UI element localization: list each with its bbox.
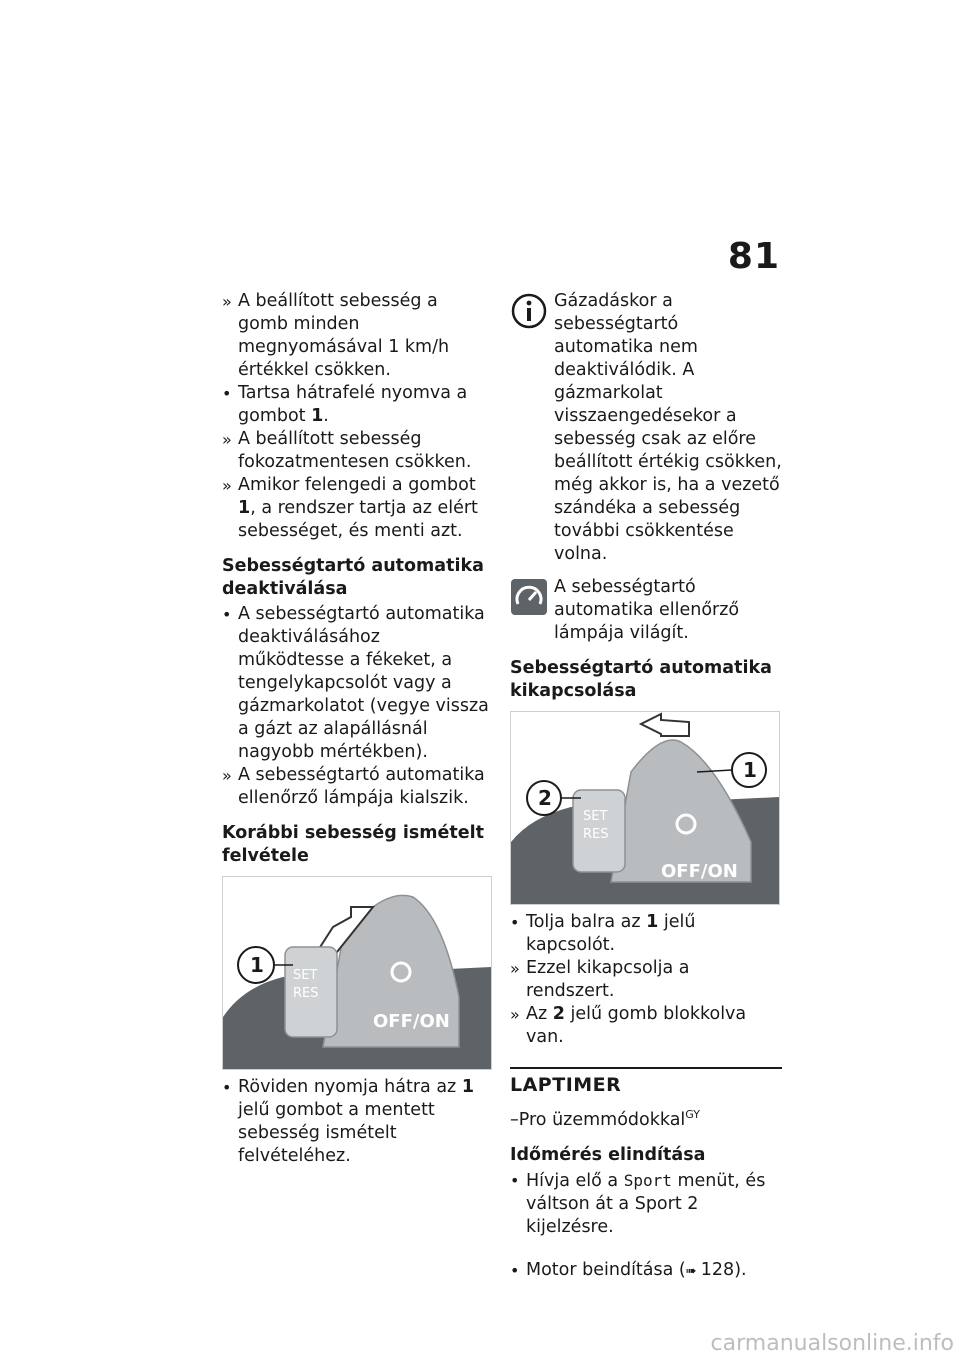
list-marker: • [222,1078,232,1097]
figure-set-res-button [222,876,492,1070]
item-text: A beállított sebesség fokozatmentesen csökken. [238,429,472,472]
item-bold: 1 [461,1077,474,1097]
callout-1: 1 [743,758,757,782]
item-after: jelű gombot a mentett sebesség ismételt felvételéhez. [238,1100,435,1166]
menu-name: Sport [623,1170,672,1190]
item-text: Tolja balra az [526,912,647,932]
item-bold: 2 [552,1004,565,1024]
button-label-res: RES [583,827,609,842]
list-marker: » [222,766,232,785]
item-bold: 1 [311,406,324,426]
list-item [510,911,782,957]
list-marker: • [222,384,232,403]
item-text: A sebességtartó automatika deaktiválásához működtesse a fékeket, a tengelykapcsolót vagy a gázmarkolatot (vegye vissza a gázt az alapállásnál nagyobb mértékben). [238,604,489,762]
item-text: A sebességtartó automatika ellenőrző lámpája kialszik. [238,765,485,808]
list-item [510,1003,782,1049]
list-marker: • [510,913,520,932]
watermark: carmanualsonline.info [710,1331,954,1356]
heading-start: Időmérés elindítása [510,1144,706,1165]
list-marker: • [510,1170,520,1190]
mode-sup: GY [685,1108,700,1121]
switch-label: OFF/ON [661,861,738,882]
list-item [222,1076,490,1168]
button-label-set: SET [293,968,318,983]
heading-deactivate: Sebességtartó automatika deaktiválása [222,556,484,599]
item-bold: 1 [646,912,659,932]
list-item [222,603,490,764]
mode-text: –Pro üzemmódokkal [510,1109,686,1130]
list-item [222,474,490,543]
list-marker: • [510,1260,520,1280]
list-item [222,382,490,428]
arrow-ref-icon: ➠ [685,1263,701,1279]
list-marker: » [222,476,232,495]
section-title-laptimer: LAPTIMER [510,1067,782,1097]
lamp-note-text: A sebességtartó automatika ellenőrző lámpája világít. [554,577,740,643]
item-after: menüt, és váltson át a Sport 2 kijelzésre. [526,1170,766,1237]
page-ref[interactable]: 128 [700,1259,735,1280]
list-marker: • [222,605,232,624]
list-marker: » [510,1005,520,1024]
switch-label: OFF/ON [373,1011,450,1032]
item-after: ). [734,1259,747,1280]
list-marker: » [222,430,232,449]
item-after: . [323,406,329,426]
item-after: , a rendszer tartja az elért sebességet, és menti azt. [238,498,478,541]
item-text: Tartsa hátrafelé nyomva a gombot [238,383,468,426]
figure-off-switch [510,711,780,905]
left-column [222,290,490,1168]
item-text: A beállított sebesség a gomb minden megnyomásával 1 km/h értékkel csökken. [238,291,450,380]
lamp-note [510,576,782,645]
handlebar-switch-off-illustration [511,712,779,904]
list-item [222,764,490,810]
item-text: Röviden nyomja hátra az [238,1077,462,1097]
callout-2: 2 [538,786,552,810]
button-label-res: RES [293,986,319,1001]
list-item [222,290,490,382]
item-text: Hívja elő a [526,1170,624,1191]
list-marker: » [222,292,232,311]
mode-line [510,1103,782,1132]
handlebar-switch-illustration [223,877,491,1069]
list-item [510,957,782,1003]
heading-resume: Korábbi sebesség ismételt felvétele [222,823,484,866]
page-number: 81 [727,236,780,277]
item-text: Ezzel kikapcsolja a rendszert. [526,958,690,1001]
item-text: Amikor felengedi a gombot [238,475,476,495]
right-column [510,290,782,1283]
cruise-control-lamp-icon [510,578,548,616]
list-marker: » [510,959,520,978]
button-label-set: SET [583,809,608,824]
item-text: Az [526,1004,553,1024]
list-item [510,1259,782,1283]
item-text: Motor beindítása ( [526,1259,686,1280]
item-after: jelű gomb blokkolva van. [526,1004,747,1047]
item-after: jelű kapcsolót. [526,912,696,955]
callout-1: 1 [250,953,264,977]
info-icon [510,292,548,330]
list-item [222,428,490,474]
info-note [510,290,782,566]
list-item [510,1169,782,1239]
info-note-text: Gázadáskor a sebességtartó automatika nem deaktiválódik. A gázmarkolat visszaengedésekor a sebesség csak az előre beállított értékig csökken, még akkor is, ha a vezető szándéka a sebesség további csökkentése volna. [554,291,782,564]
heading-off: Sebességtartó automatika kikapcsolása [510,658,772,701]
item-bold: 1 [238,498,251,518]
